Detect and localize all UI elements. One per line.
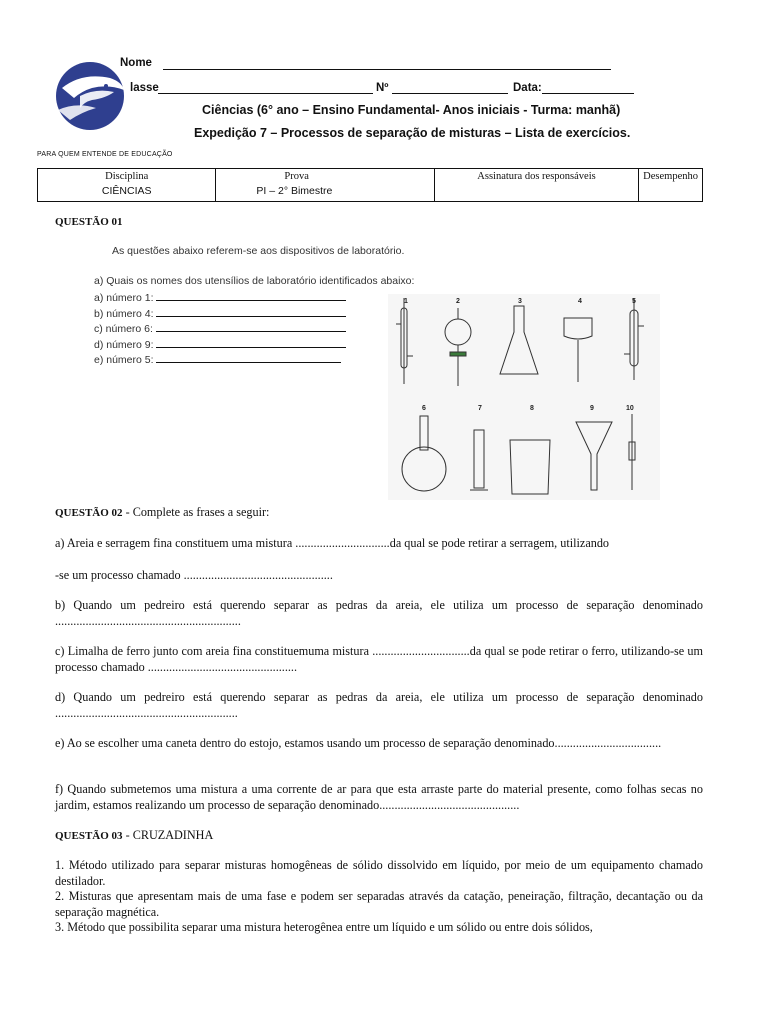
test-value: PI – 2° Bimestre — [256, 185, 333, 197]
q1-line-3 — [94, 322, 346, 338]
q1-line-1-label: a) número 1: — [94, 292, 154, 304]
fig-number-6: 6 — [422, 405, 426, 412]
q2-heading-row — [55, 505, 269, 520]
test-label: Prova — [284, 171, 309, 182]
fig-number-8: 8 — [530, 405, 534, 412]
class-input-line[interactable] — [158, 93, 373, 94]
q1-line-4 — [94, 338, 346, 354]
q2-item-e: e) Ao se escolher uma caneta dentro do estojo, estamos usando um processo de separação denominado................................... — [55, 736, 662, 750]
fig-number-7: 7 — [478, 405, 482, 412]
q1-line-2-label: b) número 4: — [94, 307, 154, 320]
q1-intro: As questões abaixo referem-se aos dispositivos de laboratório. — [112, 245, 405, 257]
q2-item-a: a) Areia e serragem fina constituem uma mistura ...............................da qual se pode retirar a serragem, utilizando — [55, 536, 610, 550]
q3-heading-row — [55, 828, 213, 843]
number-label: Nº — [376, 82, 389, 94]
q1-line-2-answer[interactable] — [156, 316, 346, 317]
q2-heading-rest: - Complete as frases a seguir: — [125, 505, 270, 519]
signature-label: Assinatura dos responsáveis — [477, 171, 596, 182]
q2-item-f: f) Quando submetemos uma mistura a uma corrente de ar para que esta arraste parte do material presente, como folhas secas no jardim, estamos realizando um processo de separação denominado.............................................. — [55, 782, 703, 812]
date-label: Data: — [513, 82, 542, 94]
name-input-line[interactable] — [163, 69, 611, 70]
discipline-label: Disciplina — [105, 171, 149, 182]
fig-number-2: 2 — [456, 298, 460, 305]
fig-number-5: 5 — [632, 298, 636, 305]
number-input-line[interactable] — [392, 93, 508, 94]
q3-item-3: 3. Método que possibilita separar uma mistura heterogênea entre um líquido e um sólido ou entre dois sólidos, — [55, 920, 593, 934]
q1-heading: QUESTÃO 01 — [55, 216, 123, 228]
fig-number-9: 9 — [590, 405, 594, 412]
q1-line-4-label: d) número 9: — [94, 338, 154, 351]
test-cell — [216, 169, 434, 202]
q1-line-5 — [94, 353, 346, 369]
school-logo — [52, 58, 132, 138]
class-label: lasse — [130, 82, 159, 94]
fig-number-1: 1 — [404, 298, 408, 305]
fig-number-4: 4 — [578, 298, 582, 305]
q1-line-2 — [94, 307, 346, 323]
q1-line-4-answer[interactable] — [156, 347, 346, 348]
fig-number-10: 10 — [626, 405, 634, 412]
q3-item-2: 2. Misturas que apresentam mais de uma fase e podem ser separadas através da catação, peneiração, filtração, decantação ou da separação magnética. — [55, 889, 703, 919]
subject-line: Ciências (6° ano – Ensino Fundamental- Anos iniciais - Turma: manhã) — [202, 103, 621, 117]
date-input-line[interactable] — [542, 93, 634, 94]
q1-line-3-label: c) número 6: — [94, 323, 153, 335]
q1-line-1 — [94, 291, 346, 307]
q1-line-5-answer[interactable] — [156, 362, 341, 363]
expedition-title: Expedição 7 – Processos de separação de misturas – Lista de exercícios. — [194, 126, 631, 140]
lab-glassware-icon — [388, 294, 660, 500]
q2-item-c: c) Limalha de ferro junto com areia fina constituemuma mistura ................................da qual se pode retirar o ferro, utilizando-se um processo chamado ................................................. — [55, 644, 703, 674]
eagle-logo-icon — [52, 58, 132, 138]
performance-cell[interactable] — [639, 169, 703, 202]
q1-answer-list — [94, 291, 346, 369]
discipline-cell — [38, 169, 216, 202]
discipline-value: CIÊNCIAS — [101, 185, 152, 197]
school-tagline: PARA QUEM ENTENDE DE EDUCAÇÃO — [37, 151, 173, 158]
signature-cell[interactable] — [434, 169, 638, 202]
q1-line-5-label: e) número 5: — [94, 354, 154, 366]
q3-item-1: 1. Método utilizado para separar misturas homogêneas de sólido dissolvido em líquido, por meio de um equipamento chamado destilador. — [55, 858, 703, 888]
name-label: Nome — [120, 57, 152, 69]
q3-heading: QUESTÃO 03 — [55, 830, 123, 842]
fig-number-3: 3 — [518, 298, 522, 305]
q1-line-3-answer[interactable] — [156, 331, 346, 332]
q2-item-a-cont: -se um processo chamado ................................................. — [55, 568, 333, 582]
q1-line-1-answer[interactable] — [156, 300, 346, 301]
q1-item-a: a) Quais os nomes dos utensílios de laboratório identificados abaixo: — [94, 275, 415, 287]
performance-label: Desempenho — [643, 171, 698, 182]
lab-equipment-figure — [388, 294, 660, 500]
info-table — [37, 168, 703, 202]
q2-heading: QUESTÃO 02 — [55, 507, 123, 519]
q2-item-b: b) Quando um pedreiro está querendo separar as pedras da areia, ele utiliza um processo de separação denominado ............................................................. — [55, 598, 703, 628]
q2-item-d: d) Quando um pedreiro está querendo separar as pedras da areia, ele utiliza um processo de separação denominado ............................................................ — [55, 690, 703, 720]
q3-heading-rest: - CRUZADINHA — [125, 828, 214, 842]
